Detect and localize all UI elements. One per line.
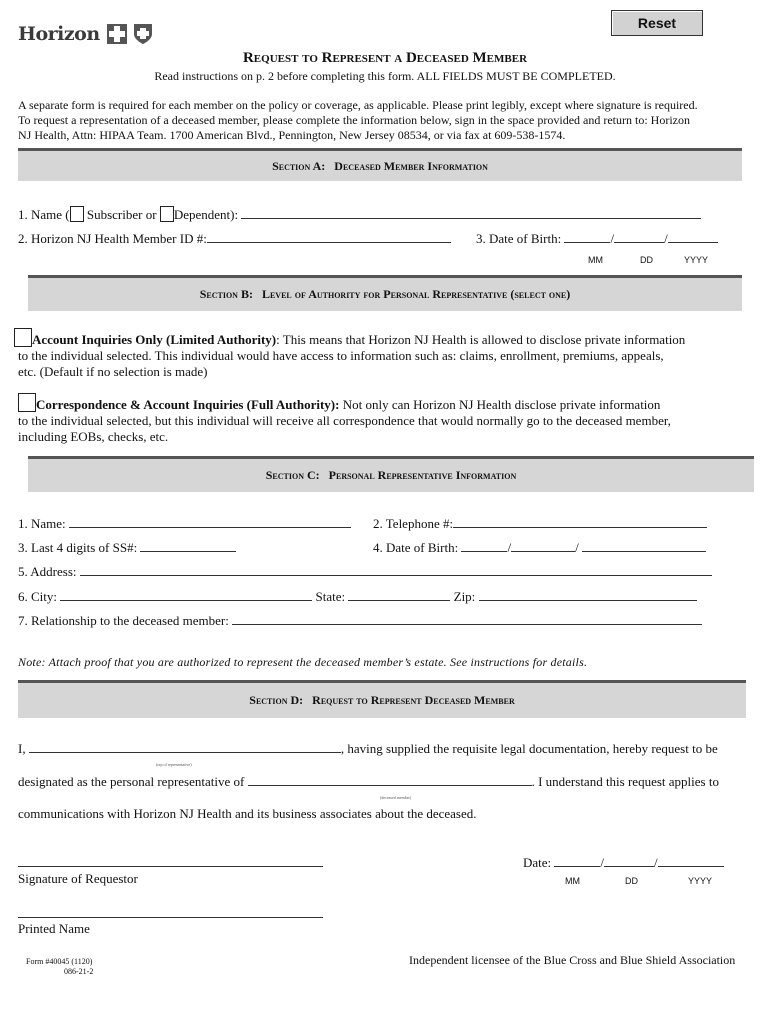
dependent-label: Dependent): <box>173 207 242 222</box>
printed-name-line[interactable] <box>18 906 323 918</box>
request-line-1-text: , having supplied the requisite legal documentation, hereby request to be <box>340 741 718 756</box>
option-limited-authority <box>14 328 754 380</box>
rep-relationship-label: 7. Relationship to the deceased member: <box>18 613 229 628</box>
full-authority-text-2: to the individual selected, but this individual will receive all correspondence that would normally go to the deceased member, <box>18 413 671 428</box>
form-number: Form #40045 (1120) <box>26 957 93 966</box>
signature-date-row: Date: / / <box>523 855 724 871</box>
sig-mm-caption: MM <box>565 876 580 886</box>
rep-phone-field[interactable] <box>453 516 707 528</box>
licensee-text: Independent licensee of the Blue Cross and Blue Shield Association <box>409 953 736 967</box>
rep-address-row <box>18 564 712 580</box>
rep-address-label: 5. Address: <box>18 564 77 579</box>
rep-name-row <box>18 516 351 532</box>
dob-dd-caption: DD <box>640 255 653 265</box>
blue-shield-icon <box>132 22 154 46</box>
rep-dob-dd-field[interactable] <box>511 540 575 552</box>
signature-line[interactable] <box>18 855 323 867</box>
rep-city-field[interactable] <box>60 589 312 601</box>
rep-name-label: 1. Name: <box>18 516 66 531</box>
deceased-name-row <box>18 206 701 223</box>
rep-caption: (rep of representative) <box>156 762 192 767</box>
full-authority-title: Correspondence & Account Inquiries (Full Authority): <box>36 397 340 412</box>
rep-state-field[interactable] <box>348 589 450 601</box>
subscriber-checkbox[interactable] <box>70 206 84 222</box>
request-line-1 <box>18 741 718 757</box>
intro-line-1: A separate form is required for each member on the policy or coverage, as applicable. Please print legibly, except where signature is required. <box>18 98 698 112</box>
deceased-dob-yyyy-field[interactable] <box>668 231 718 243</box>
section-c-header <box>28 456 754 492</box>
dependent-checkbox[interactable] <box>160 206 174 222</box>
subscriber-label: Subscriber or <box>86 207 157 222</box>
printed-name-label: Printed Name <box>18 921 90 936</box>
limited-authority-checkbox[interactable] <box>14 328 32 347</box>
full-authority-text-3: including EOBs, checks, etc. <box>18 429 169 444</box>
signature-date-label: Date: <box>523 855 552 870</box>
limited-authority-title: Account Inquiries Only (Limited Authority) <box>32 332 277 347</box>
intro-line-2: To request a representation of a deceased member, please complete the information below, sign in the space provided and return to: Horizon <box>18 113 690 127</box>
option-full-authority <box>18 393 758 445</box>
form-subtitle: Read instructions on p. 2 before completing this form. ALL FIELDS MUST BE COMPLETED. <box>154 69 616 83</box>
rep-address-field[interactable] <box>80 564 712 576</box>
request-line-3: communications with Horizon NJ Health and its business associates about the deceased. <box>18 806 477 821</box>
horizon-logo <box>18 22 154 46</box>
rep-city-label: 6. City: <box>18 589 58 604</box>
deceased-caption: (deceased member) <box>380 795 412 800</box>
rep-dob-label: 4. Date of Birth: <box>373 540 459 555</box>
rep-name-field[interactable] <box>69 516 351 528</box>
request-line-2-end: . I understand this request applies to <box>531 774 719 789</box>
rep-dob-row: 4. Date of Birth: / / <box>373 540 706 556</box>
blue-cross-icon <box>106 23 128 45</box>
deceased-name-statement-field[interactable] <box>248 774 532 786</box>
member-id-label: 2. Horizon NJ Health Member ID #: <box>18 231 207 246</box>
section-c-note: Note: Attach proof that you are authorized to represent the deceased member’s estate. See instructions for details. <box>18 655 588 669</box>
rep-ssn-field[interactable] <box>140 540 236 552</box>
section-a-header <box>18 148 742 181</box>
request-i-label: I, <box>18 741 26 756</box>
sig-dd-caption: DD <box>625 876 638 886</box>
rep-state-label: State: <box>315 589 346 604</box>
deceased-dob-row: 3. Date of Birth: / / <box>476 231 718 247</box>
deceased-dob-dd-field[interactable] <box>614 231 664 243</box>
form-code: 086-21-2 <box>64 967 94 976</box>
section-b-header <box>28 275 742 311</box>
rep-dob-mm-field[interactable] <box>461 540 507 552</box>
signature-date-yyyy-field[interactable] <box>658 855 724 867</box>
rep-zip-field[interactable] <box>479 589 697 601</box>
limited-authority-text-1: : This means that Horizon NJ Health is allowed to disclose private information <box>276 332 686 347</box>
rep-zip-label: Zip: <box>453 589 476 604</box>
deceased-dob-mm-field[interactable] <box>564 231 610 243</box>
section-b-title: Section B: Level of Authority for Personal Representative (select one) <box>199 287 571 301</box>
rep-name-statement-field[interactable] <box>29 741 341 753</box>
name-label: 1. Name ( <box>18 207 70 222</box>
section-c-title: Section C: Personal Representative Information <box>265 468 517 482</box>
dob-mm-caption: MM <box>588 255 603 265</box>
rep-ssn-row <box>18 540 236 556</box>
section-a-title: Section A: Deceased Member Information <box>272 158 488 173</box>
intro-line-3: NJ Health, Attn: HIPAA Team. 1700 American Blvd., Pennington, New Jersey 08534, or via fax at 609-538-1574. <box>18 128 566 142</box>
section-d-title: Section D: Request to Represent Deceased Member <box>249 693 515 707</box>
limited-authority-text-2: to the individual selected. This individual would have access to information such as: claims, enrollment, premiums, appeals, <box>18 348 664 363</box>
rep-phone-label: 2. Telephone #: <box>373 516 454 531</box>
limited-authority-text-3: etc. (Default if no selection is made) <box>18 364 208 379</box>
logo-wordmark: Horizon <box>18 23 100 45</box>
sig-yyyy-caption: YYYY <box>688 876 713 886</box>
rep-city-row <box>18 589 697 605</box>
form-title: Request to Represent a Deceased Member <box>242 50 528 66</box>
rep-phone-row <box>373 516 707 532</box>
rep-relationship-row <box>18 613 702 629</box>
rep-dob-yyyy-field[interactable] <box>582 540 706 552</box>
signature-label: Signature of Requestor <box>18 871 138 886</box>
member-id-field[interactable] <box>207 231 451 243</box>
full-authority-text-1: Not only can Horizon NJ Health disclose private information <box>339 397 661 412</box>
signature-date-mm-field[interactable] <box>554 855 600 867</box>
full-authority-checkbox[interactable] <box>18 393 36 412</box>
request-line-2 <box>18 774 719 790</box>
deceased-name-field[interactable] <box>241 207 701 219</box>
request-line-2-text: designated as the personal representative of <box>18 774 245 789</box>
member-id-row <box>18 231 451 247</box>
reset-button[interactable]: Reset <box>611 10 703 36</box>
section-d-header <box>18 680 746 718</box>
rep-ssn-label: 3. Last 4 digits of SS#: <box>18 540 138 555</box>
deceased-dob-label: 3. Date of Birth: <box>476 231 562 246</box>
signature-date-dd-field[interactable] <box>604 855 654 867</box>
dob-yyyy-caption: YYYY <box>684 255 709 265</box>
rep-relationship-field[interactable] <box>232 613 702 625</box>
